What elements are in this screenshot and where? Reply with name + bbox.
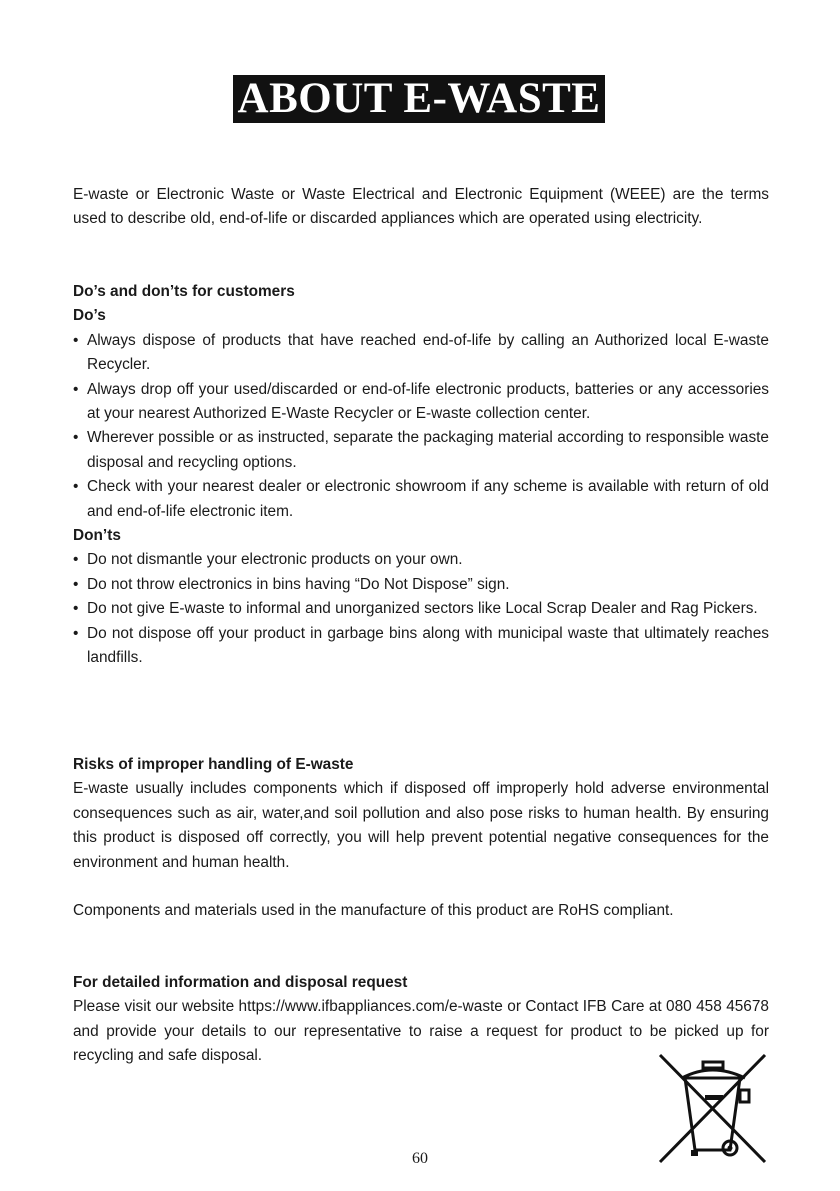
rohs-text: Components and materials used in the manufacture of this product are RoHS compliant.	[73, 902, 674, 919]
dos-donts-section	[73, 280, 769, 671]
rohs-section	[73, 899, 769, 923]
dos-donts-heading: Do’s and don’ts for customers	[73, 283, 295, 300]
list-item: • Always dispose of products that have reached end-of-life by calling an Authorized local E-waste Recycler.	[73, 329, 769, 378]
intro-paragraph	[73, 183, 769, 232]
donts-list	[73, 548, 769, 670]
list-item: • Check with your nearest dealer or electronic showroom if any scheme is available with return of old and end-of-life electronic item.	[73, 475, 769, 524]
dos-list	[73, 329, 769, 524]
page-title: ABOUT E-WASTE	[233, 75, 605, 123]
disposal-text: Please visit our website https://www.ifbappliances.com/e-waste or Contact IFB Care at 080 458 45678 and provide your details to our representative to raise a request for product to be picked up for recycling and safe disposal.	[73, 998, 769, 1065]
list-item: • Do not dispose off your product in garbage bins along with municipal waste that ultimately reaches landfills.	[73, 622, 769, 671]
disposal-heading: For detailed information and disposal request	[73, 974, 408, 991]
list-item: • Do not give E-waste to informal and unorganized sectors like Local Scrap Dealer and Rag Pickers.	[73, 597, 769, 621]
crossed-out-wheelie-bin-icon	[655, 1050, 770, 1165]
risks-section	[73, 753, 769, 875]
list-item: • Wherever possible or as instructed, separate the packaging material according to responsible waste disposal and recycling options.	[73, 426, 769, 475]
page-number: 60	[412, 1150, 428, 1167]
intro-text: E-waste or Electronic Waste or Waste Electrical and Electronic Equipment (WEEE) are the terms used to describe old, end-of-life or discarded appliances which are operated using electricity.	[73, 186, 769, 228]
risks-heading: Risks of improper handling of E-waste	[73, 756, 354, 773]
risks-text: E-waste usually includes components which if disposed off improperly hold adverse environmental consequences such as air, water,and soil pollution and also pose risks to human health. By ensuring this product is disposed off correctly, you will help prevent potential negative consequences for the environment and human health.	[73, 780, 769, 871]
dos-heading: Do’s	[73, 307, 106, 325]
list-item: • Do not dismantle your electronic products on your own.	[73, 548, 769, 572]
donts-heading: Don’ts	[73, 527, 121, 545]
list-item: • Always drop off your used/discarded or end-of-life electronic products, batteries or any accessories at your nearest Authorized E-Waste Recycler or E-waste collection center.	[73, 378, 769, 427]
list-item: • Do not throw electronics in bins having “Do Not Dispose” sign.	[73, 573, 769, 597]
